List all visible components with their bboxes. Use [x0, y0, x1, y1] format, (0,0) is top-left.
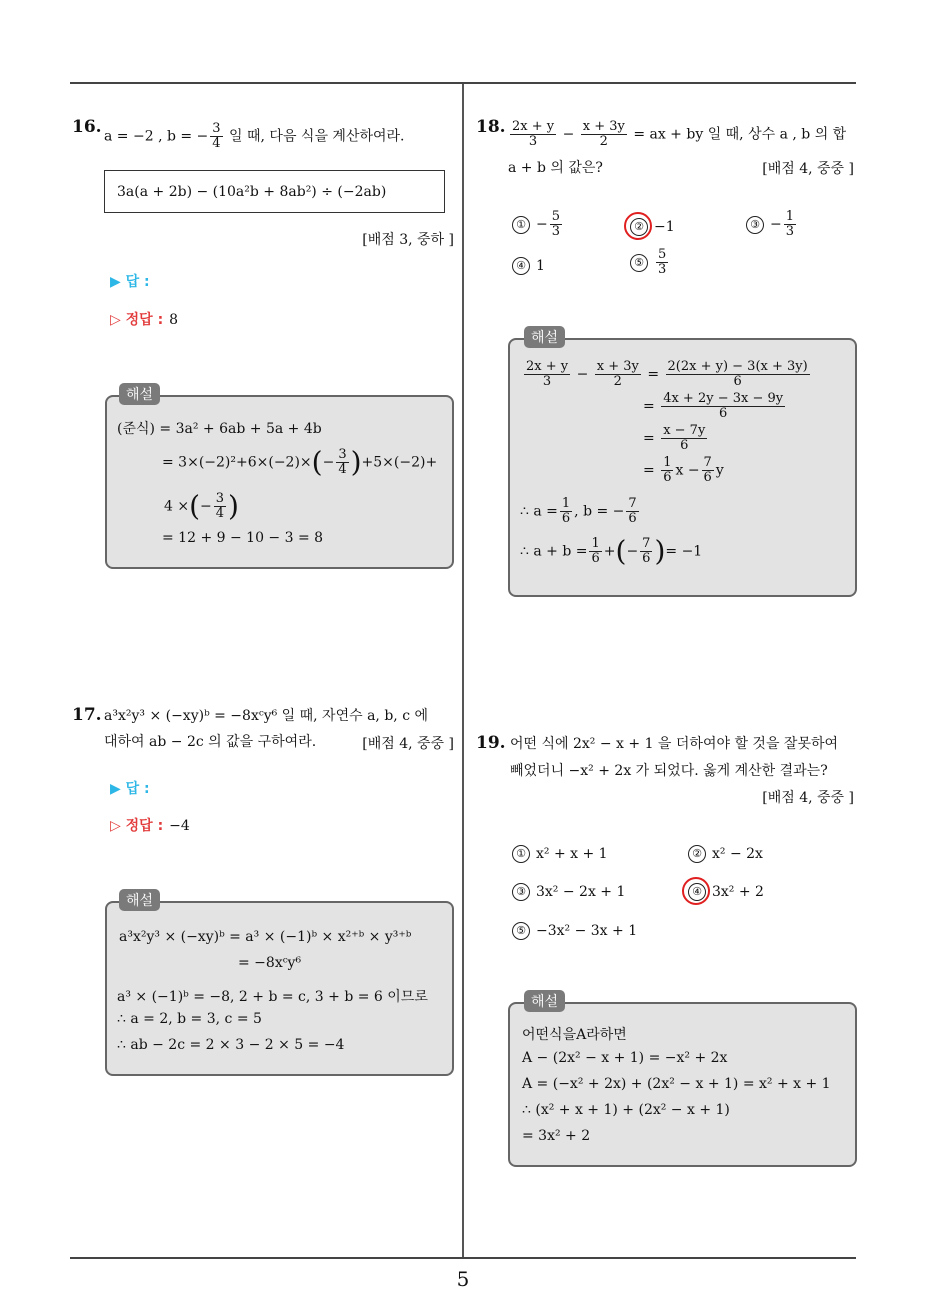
question-stem: 어떤 식에 2x² − x + 1 을 더하여야 할 것을 잘못하여 [510, 736, 839, 752]
option-4[interactable]: ④ 1 [512, 257, 545, 275]
solution-line: 어떤식을A라하면 [522, 1027, 627, 1043]
answer-label: ▶ 답 : [110, 781, 150, 797]
score-meta: [배점 3, 중하 ] [362, 232, 454, 248]
solution-line: = −8xᶜy⁶ [238, 955, 302, 971]
solution-line: a³ × (−1)ᵇ = −8, 2 + b = c, 3 + b = 6 이므로 [117, 989, 428, 1005]
question-stem: 대하여 ab − 2c 의 값을 구하여라. [104, 734, 317, 750]
column-divider [462, 84, 464, 1257]
solution-line: = 3×(−2)²+6×(−2)×(− $\frac{3}{4}$ )+5×(−2)+ [162, 445, 438, 479]
solution-line: = 12 + 9 − 10 − 3 = 8 [162, 530, 324, 546]
solution-line: A = (−x² + 2x) + (2x² − x + 1) = x² + x + 1 [522, 1076, 831, 1092]
solution-line: = $\frac{4x + 2y - 3x - 9y}{6}$ [643, 391, 784, 421]
solution-line: a³x²y³ × (−xy)ᵇ = a³ × (−1)ᵇ × x²⁺ᵇ × y³⁺ᵇ [119, 929, 412, 945]
solution-line: ∴ a = $\frac{1}{6}$ , b = − $\frac{7}{6}$ [520, 496, 637, 526]
solution-line: ∴ ab − 2c = 2 × 3 − 2 × 5 = −4 [117, 1037, 345, 1053]
question-stem: a + b 의 값은? [508, 160, 603, 176]
question-number: 19. [476, 733, 506, 753]
solution-tag: 해설 [119, 383, 160, 405]
question-stem: 빼었더니 −x² + 2x 가 되었다. 옳게 계산한 결과는? [510, 763, 828, 779]
solution-line: 4 ×(− $\frac{3}{4}$ ) [164, 489, 239, 523]
question-stem: $\frac{2x + y}{3}$ − $\frac{x + 3y}{2}$ = ax + by 일 때, 상수 a , b 의 합 [512, 119, 847, 149]
correct-answer: ▷ 정답 : 8 [110, 312, 179, 328]
correct-answer: ▷ 정답 : −4 [110, 818, 190, 834]
solution-line: A − (2x² − x + 1) = −x² + 2x [522, 1050, 728, 1066]
question-number: 16. [72, 117, 102, 137]
option-1[interactable]: ① x² + x + 1 [512, 845, 608, 863]
score-meta: [배점 4, 중중 ] [762, 790, 854, 806]
question-stem: a = −2 , b = − $\frac{3}{4}$ 일 때, 다음 식을 계산하여라. [104, 121, 405, 151]
question-number: 18. [476, 117, 506, 137]
question-number: 17. [72, 705, 102, 725]
solution-line: ∴ a = 2, b = 3, c = 5 [117, 1011, 262, 1027]
option-4[interactable]: ④ 3x² + 2 [688, 883, 764, 901]
page-number: 5 [456, 1267, 470, 1291]
solution-line: = 3x² + 2 [522, 1128, 591, 1144]
solution-line: (준식) = 3a² + 6ab + 5a + 4b [117, 421, 322, 437]
solution-line: ∴ (x² + x + 1) + (2x² − x + 1) [522, 1102, 730, 1118]
option-3[interactable]: ③ − $\frac{1}{3}$ [746, 210, 798, 239]
option-3[interactable]: ③ 3x² − 2x + 1 [512, 883, 625, 901]
solution-line: = $\frac{1}{6}$ x − $\frac{7}{6}$ y [643, 455, 724, 485]
selected-answer-mark [682, 877, 710, 905]
solution-line: $\frac{2x + y}{3}$ − $\frac{x + 3y}{2}$ = $\frac{2(2x + y) - 3(x + 3y)}{6}$ [526, 359, 808, 389]
solution-line: = $\frac{x - 7y}{6}$ [643, 423, 706, 453]
score-meta: [배점 4, 중중 ] [362, 736, 454, 752]
formula-box: 3a(a + 2b) − (10a²b + 8ab²) ÷ (−2ab) [104, 170, 445, 213]
solution-tag: 해설 [524, 990, 565, 1012]
answer-label: ▶ 답 : [110, 274, 150, 290]
solution-tag: 해설 [119, 889, 160, 911]
bottom-rule [70, 1257, 856, 1259]
question-stem: a³x²y³ × (−xy)ᵇ = −8xᶜy⁶ 일 때, 자연수 a, b, c 에 [104, 708, 429, 724]
fraction: $\frac{3}{4}$ [212, 121, 221, 151]
option-5[interactable]: ⑤ $\frac{5}{3}$ [630, 248, 670, 277]
option-5[interactable]: ⑤ −3x² − 3x + 1 [512, 922, 637, 940]
selected-answer-mark [624, 212, 652, 240]
score-meta: [배점 4, 중중 ] [762, 161, 854, 177]
option-2[interactable]: ② −1 [630, 218, 675, 236]
option-2[interactable]: ② x² − 2x [688, 845, 763, 863]
solution-tag: 해설 [524, 326, 565, 348]
option-1[interactable]: ① − $\frac{5}{3}$ [512, 210, 564, 239]
solution-line: ∴ a + b = $\frac{1}{6}$ +(− $\frac{7}{6}$ )= −1 [520, 534, 703, 568]
